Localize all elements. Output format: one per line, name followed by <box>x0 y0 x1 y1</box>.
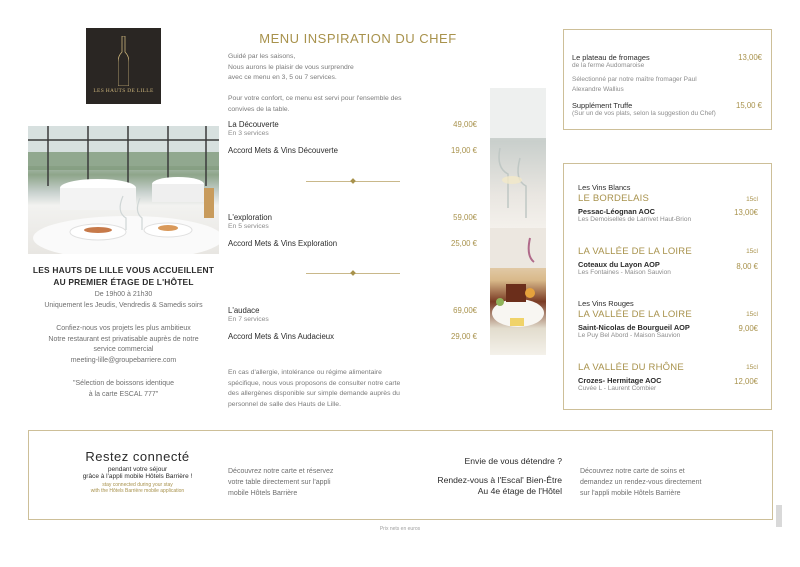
menu-name-exploration: L'exploration <box>228 213 272 222</box>
menu-price-exploration: 59,00€ <box>453 213 477 222</box>
menu-services-decouverte: En 3 services <box>228 130 269 137</box>
pairing-name-exploration: Accord Mets & Vins Exploration <box>228 239 338 248</box>
connect-en-line-2: with the Hôtels Barrière mobile application <box>90 488 185 494</box>
menu-title: MENU INSPIRATION DU CHEF <box>259 31 457 46</box>
intro-line-1: Guidé par les saisons, <box>228 53 296 60</box>
drinks-line-1: "Sélection de boissons identique <box>73 380 174 387</box>
private-line-2: Notre restaurant est privatisable auprès de notre <box>48 335 199 343</box>
spa-invite-line-2: Au 4e étage de l'Hôtel <box>477 486 562 496</box>
pairing-price-decouverte: 19,00 € <box>450 146 477 155</box>
pairing-name-audace: Accord Mets & Vins Audacieux <box>228 332 335 341</box>
contact-email[interactable]: meeting-lille@groupebarriere.com <box>70 356 177 364</box>
pairing-price-exploration: 25,00 € <box>450 239 477 248</box>
drinks-note <box>28 379 219 400</box>
private-events-info <box>28 324 219 366</box>
wine-name-bourgueil: Saint-Nicolas de Bourgueil AOP <box>578 323 690 332</box>
red-wines-heading: Les Vins Rouges <box>578 299 634 308</box>
divider-diamond-icon <box>350 178 356 184</box>
restaurant-welcome-heading <box>28 264 219 288</box>
menu-price-decouverte: 49,00€ <box>453 120 477 129</box>
allergy-line-3: des allergènes disponible sur simple demande auprès du <box>228 390 400 397</box>
hours-text: De 19h00 à 21h30 <box>94 291 153 298</box>
wine-name-pessac: Pessac-Léognan AOC <box>578 207 655 216</box>
wine-name-coteaux: Coteaux du Layon AOP <box>578 260 660 269</box>
glass-size: 15cl <box>746 364 758 371</box>
welcome-line-1: LES HAUTS DE LILLE VOUS ACCUEILLENT <box>32 265 215 275</box>
drinks-line-2: à la carte ESCAL 777" <box>88 390 159 398</box>
glass-size: 15cl <box>746 248 758 255</box>
cheese-origin: de la ferme Audomaroise <box>572 62 645 69</box>
menu-name-decouverte: La Découverte <box>228 120 279 129</box>
region-loire: LA VALLÉE DE LA LOIRE <box>578 309 692 320</box>
spa-invite-title: Envie de vous détendre ? <box>464 456 562 466</box>
dish-photo-strip <box>490 88 546 355</box>
cheese-desc-line-1: Sélectionné par notre maître fromager Paul <box>572 76 697 83</box>
cheese-price: 13,00€ <box>738 53 762 62</box>
wine-name-crozes: Crozes- Hermitage AOC <box>578 376 662 385</box>
table-service-note <box>228 94 448 115</box>
spa-invite-line-1: Rendez-vous à l'Escal' Bien-Être <box>437 475 562 485</box>
pairing-price-audace: 29,00 € <box>450 332 477 341</box>
app-text-line-1: Découvrez notre carte et réservez <box>228 468 334 475</box>
wine-producer-bourgueil: Le Puy Bel Abord - Maison Sauvion <box>578 332 681 339</box>
table-line-2: convives de la table. <box>228 105 290 113</box>
spa-text-line-2: demandez un rendez-vous directement <box>580 479 702 486</box>
welcome-line-2: AU PREMIER ÉTAGE DE L'HÔTEL <box>53 277 194 287</box>
menu-name-audace: L'audace <box>228 306 260 315</box>
cheese-description <box>572 75 697 95</box>
truffle-price: 15,00 € <box>735 101 762 110</box>
allergy-line-2: spécifique, nous vous proposons de consulter notre carte <box>228 379 401 387</box>
stay-connected-title: Restez connecté <box>85 449 190 464</box>
allergy-line-1: En cas d'allergie, intolérance ou régime alimentaire <box>228 369 382 376</box>
connect-en-line-1: stay connected during your stay <box>102 482 173 488</box>
wine-producer-crozes: Cuvée L - Laurent Combier <box>578 385 657 392</box>
menu-price-audace: 69,00€ <box>453 306 477 315</box>
private-line-1: Confiez-nous vos projets les plus ambitieux <box>56 325 191 332</box>
stay-connected-block <box>50 449 225 494</box>
wine-price-bourgueil: 9,00€ <box>738 324 758 333</box>
opening-hours <box>28 290 219 311</box>
menu-services-audace: En 7 services <box>228 316 269 323</box>
spa-text-line-3: sur l'appli mobile Hôtels Barrière <box>580 490 681 497</box>
private-line-3: service commercial <box>93 346 154 353</box>
allergy-note <box>228 368 448 410</box>
region-bordelais: LE BORDELAIS <box>578 193 650 204</box>
allergy-line-4: personnel de salle des Hauts de Lille. <box>228 400 341 408</box>
app-text-line-3: mobile Hôtels Barrière <box>228 490 298 497</box>
table-line-1: Pour votre confort, ce menu est servi pour l'ensemble des <box>228 95 402 102</box>
truffle-name: Supplément Truffe <box>572 101 633 110</box>
pairing-name-decouverte: Accord Mets & Vins Découverte <box>228 146 338 155</box>
region-rhone: LA VALLÉE DU RHÔNE <box>578 362 684 373</box>
app-text-line-2: votre table directement sur l'appli <box>228 479 331 486</box>
truffle-note: (Sur un de vos plats, selon la suggestion du Chef) <box>572 110 716 117</box>
spa-invite-block <box>400 456 562 497</box>
menu-services-exploration: En 5 services <box>228 223 269 230</box>
menu-intro <box>228 52 448 84</box>
wine-price-coteaux: 8,00 € <box>736 262 758 271</box>
logo-text: LES HAUTS DE LILLE <box>93 88 154 94</box>
divider-diamond-icon <box>350 270 356 276</box>
connect-line-2: grâce à l'appli mobile Hôtels Barrière ! <box>82 473 193 480</box>
spa-booking-text <box>580 466 750 499</box>
restaurant-logo <box>86 28 161 104</box>
spa-text-line-1: Découvrez notre carte de soins et <box>580 468 685 475</box>
cheese-name: Le plateau de fromages <box>572 53 650 62</box>
glass-size: 15cl <box>746 311 758 318</box>
wine-bottle-icon <box>118 36 129 86</box>
restaurant-photo <box>28 126 219 254</box>
prices-note: Prix nets en euros <box>379 526 421 532</box>
connect-line-1: pendant votre séjour <box>107 466 168 473</box>
cheese-desc-line-2: Alexandre Wallius <box>572 86 624 93</box>
vertical-credit-mark <box>776 505 782 527</box>
intro-line-2: Nous aurons le plaisir de vous surprendre <box>228 63 354 71</box>
wine-producer-pessac: Les Demoiselles de Larrivet Haut-Brion <box>578 216 692 223</box>
wine-producer-coteaux: Les Fontaines - Maison Sauvion <box>578 269 671 276</box>
region-loire: LA VALLÉE DE LA LOIRE <box>578 246 692 257</box>
app-table-booking-text <box>228 466 378 499</box>
white-wines-heading: Les Vins Blancs <box>578 183 631 192</box>
wine-price-crozes: 12,00€ <box>734 377 758 386</box>
glass-size: 15cl <box>746 196 758 203</box>
days-text: Uniquement les Jeudis, Vendredis & Samedis soirs <box>44 301 203 309</box>
intro-line-3: avec ce menu en 3, 5 ou 7 services. <box>228 74 337 81</box>
wine-price-pessac: 13,00€ <box>734 208 758 217</box>
